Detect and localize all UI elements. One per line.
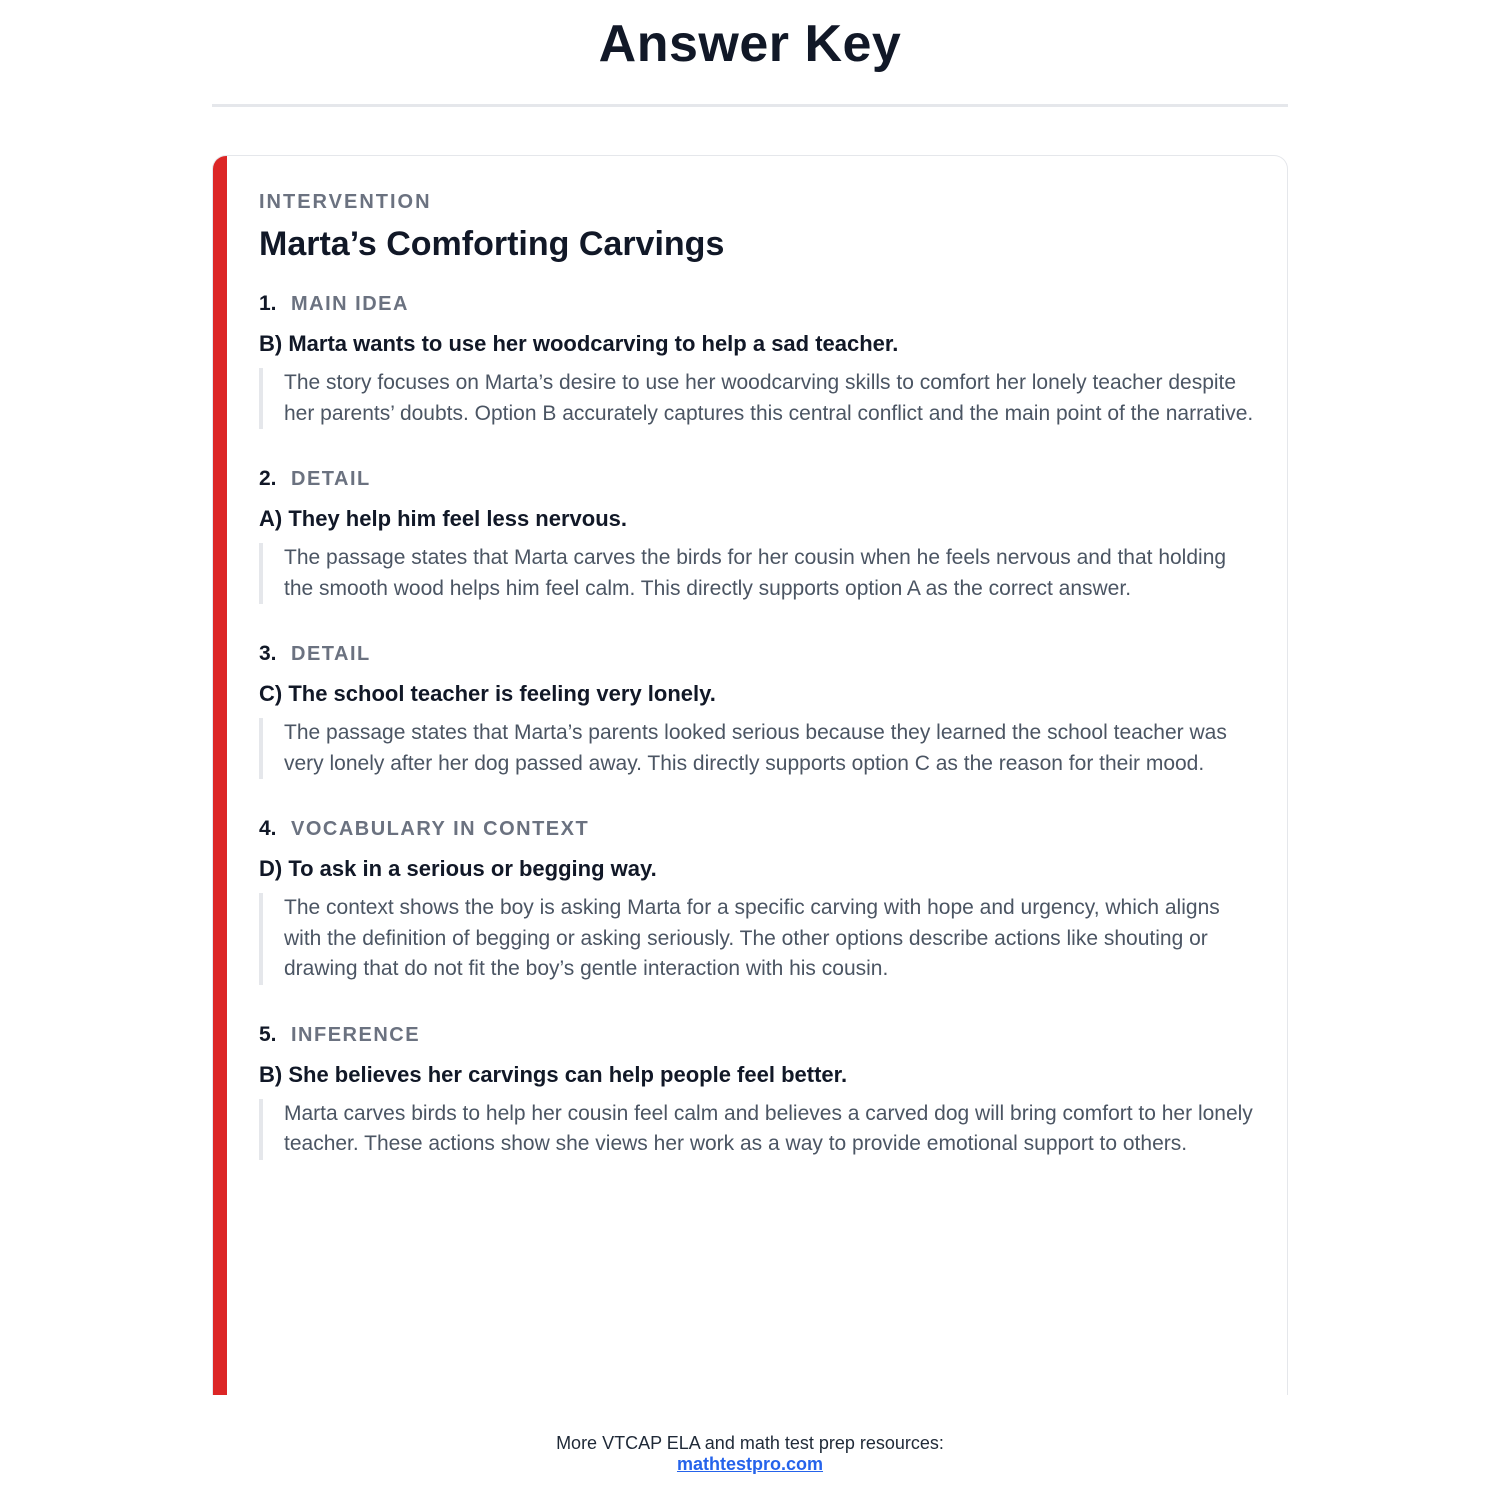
answer-explanation: Marta carves birds to help her cousin feel calm and believes a carved dog will bring comfort to her lonely teacher. These actions show she views her work as a way to provide emotional support to others. [259,1099,1254,1160]
answer-card [212,155,1288,1395]
question-category: INFERENCE [291,1023,421,1046]
card-accent-bar [213,156,227,1395]
resources-link[interactable]: mathtestpro.com [676,1454,824,1474]
question-item [259,1023,1254,1160]
question-header [259,817,1254,847]
question-item [259,642,1254,779]
correct-answer: B) She believes her carvings can help people feel better. [259,1061,848,1087]
answer-explanation: The passage states that Marta carves the birds for her cousin when he feels nervous and that holding the smooth wood helps him feel calm. This directly supports option A as the correct answer. [259,543,1254,604]
question-item [259,817,1254,985]
question-category: MAIN IDEA [291,293,409,315]
answer-explanation: The context shows the boy is asking Marta for a specific carving with hope and urgency, which aligns with the definition of begging or asking seriously. The other options describe actions like shouting or drawing that do not fit the boy’s gentle interaction with his cousin. [259,893,1254,985]
correct-answer: B) Marta wants to use her woodcarving to help a sad teacher. [259,331,899,356]
question-category: DETAIL [291,468,371,490]
question-item [259,467,1254,604]
answer-explanation: The story focuses on Marta’s desire to use her woodcarving skills to comfort her lonely teacher despite her parents’ doubts. Option B accurately captures this central conflict and the main point of the narrative. [259,368,1254,429]
card-content [259,189,1254,1198]
story-title: Marta’s Comforting Carvings [259,225,725,263]
question-header [259,1023,1254,1053]
question-number: 5. [259,1022,277,1046]
title-divider [212,104,1288,107]
question-header [259,467,1254,497]
question-header [259,292,1254,322]
question-item [259,292,1254,429]
footer [0,1433,1500,1475]
correct-answer: C) The school teacher is feeling very lonely. [259,681,716,706]
correct-answer: A) They help him feel less nervous. [259,506,627,531]
question-number: 4. [259,817,277,840]
question-number: 2. [259,467,277,490]
correct-answer: D) To ask in a serious or begging way. [259,856,657,881]
footer-text: More VTCAP ELA and math test prep resources: [556,1433,944,1453]
question-header [259,642,1254,672]
answer-explanation: The passage states that Marta’s parents looked serious because they learned the school teacher was very lonely after her dog passed away. This directly supports option C as the reason for their mood. [259,718,1254,779]
question-category: DETAIL [291,643,371,665]
level-label: INTERVENTION [259,191,432,213]
page-title: Answer Key [598,15,902,73]
question-list [259,292,1254,1160]
question-number: 3. [259,642,277,665]
question-number: 1. [259,292,277,315]
question-category: VOCABULARY IN CONTEXT [291,818,590,840]
